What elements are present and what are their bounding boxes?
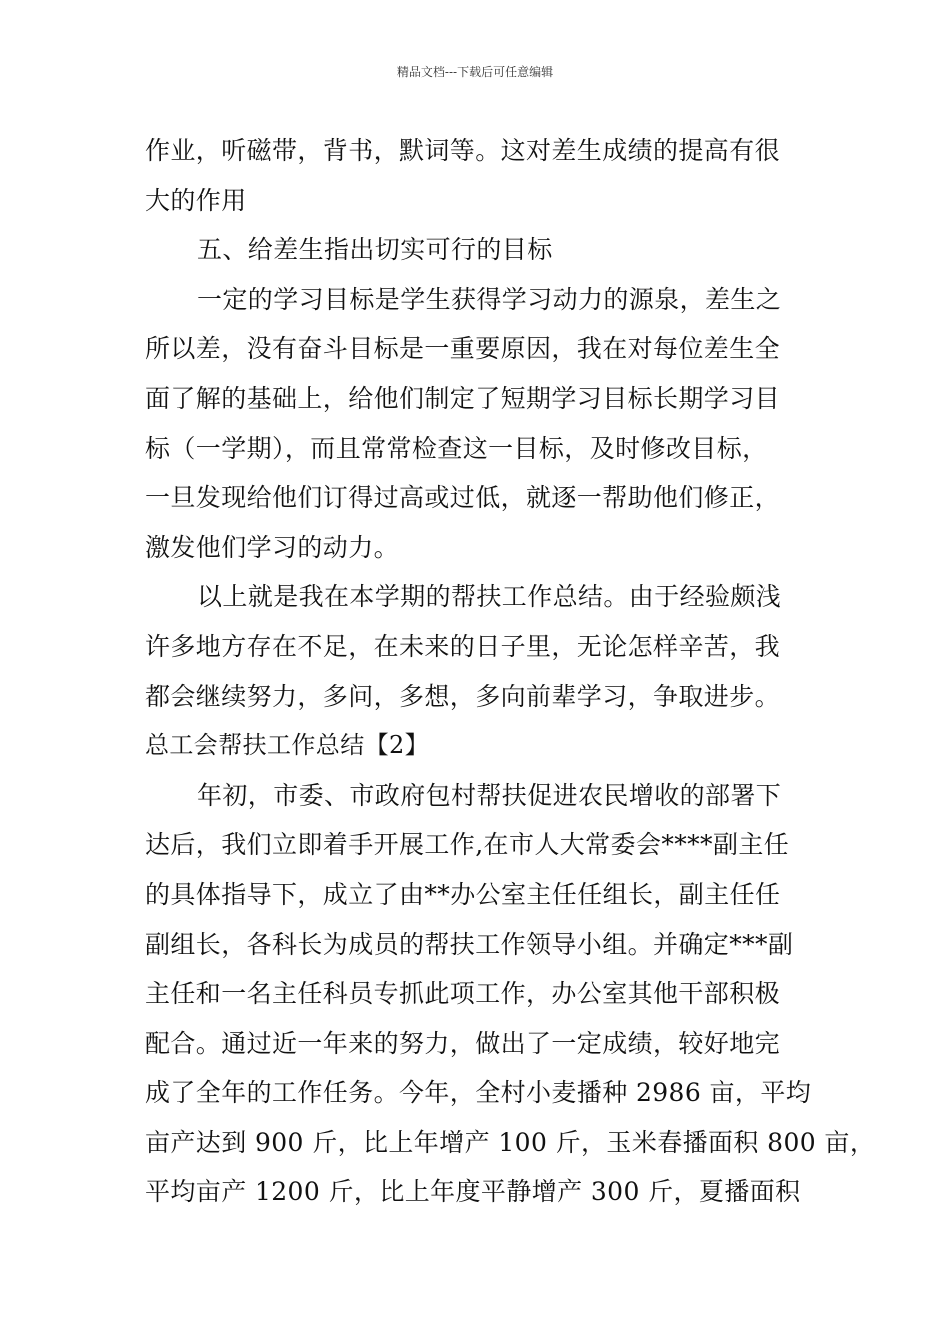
text-line: 主任和一名主任科员专抓此项工作，办公室其他干部积极 xyxy=(145,979,781,1009)
text-line: 一旦发现给他们订得过高或过低，就逐一帮助他们修正， xyxy=(145,483,781,513)
document-title: 总工会帮扶工作总结【2】 xyxy=(145,731,430,760)
page-header: 精品文档---下载后可任意编辑 xyxy=(396,65,554,79)
text-line: 年初，市委、市政府包村帮扶促进农民增收的部署下 xyxy=(197,780,782,810)
text-line: 配合。通过近一年来的努力，做出了一定成绩，较好地完 xyxy=(145,1028,781,1058)
text-line: 平均亩产 1200 斤，比上年度平静增产 300 斤，夏播面积 xyxy=(145,1177,801,1207)
document-body xyxy=(145,126,876,1217)
section-heading: 五、给差生指出切实可行的目标 xyxy=(197,235,553,265)
text-line: 作业，听磁带，背书，默词等。这对差生成绩的提高有很 xyxy=(145,136,781,165)
text-line: 成了全年的工作任务。今年，全村小麦播种 2986 亩，平均 xyxy=(145,1078,812,1108)
text-line: 大的作用 xyxy=(145,185,247,215)
text-line: 副组长，各科长为成员的帮扶工作领导小组。并确定***副 xyxy=(145,929,794,959)
text-line: 所以差，没有奋斗目标是一重要原因，我在对每位差生全 xyxy=(145,334,781,364)
text-line: 的具体指导下，成立了由**办公室主任任组长，副主任任 xyxy=(145,879,781,909)
text-line: 一定的学习目标是学生获得学习动力的源泉，差生之 xyxy=(197,284,782,314)
text-line: 激发他们学习的动力。 xyxy=(145,532,400,562)
text-line: 以上就是我在本学期的帮扶工作总结。由于经验颇浅 xyxy=(197,582,782,612)
text-line: 亩产达到 900 斤，比上年增产 100 斤，玉米春播面积 800 亩， xyxy=(145,1127,876,1157)
text-line: 达后，我们立即着手开展工作,在市人大常委会****副主任 xyxy=(145,830,790,860)
text-line: 许多地方存在不足，在未来的日子里，无论怎样辛苦，我 xyxy=(145,631,781,661)
text-line: 标（一学期），而且常常检查这一目标，及时修改目标， xyxy=(145,433,768,463)
text-line: 都会继续努力，多问，多想，多向前辈学习，争取进步。 xyxy=(145,681,781,711)
text-line: 面了解的基础上，给他们制定了短期学习目标长期学习目 xyxy=(145,383,781,413)
